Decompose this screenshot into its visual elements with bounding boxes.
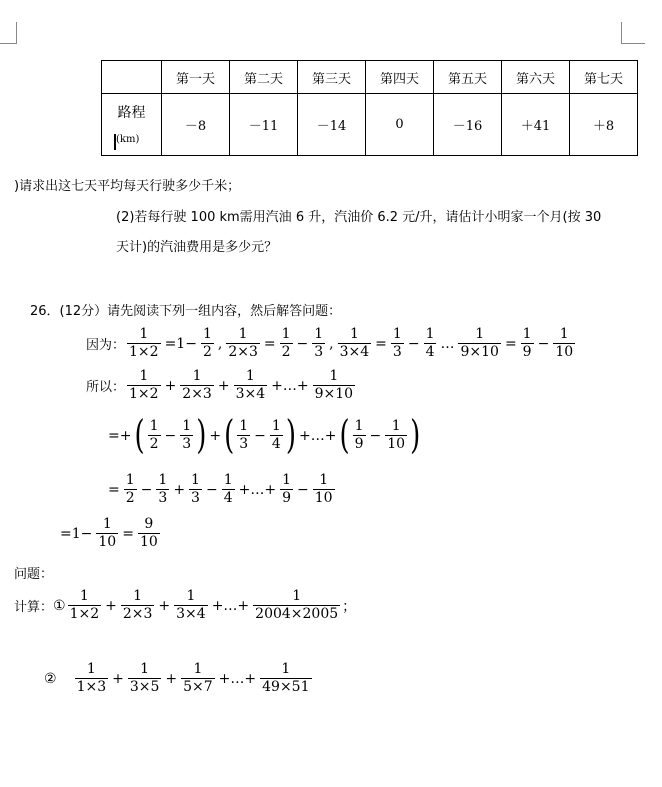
fraction: $\frac{1}{3}$ (191, 472, 200, 506)
calc-1-marker: ① (53, 597, 66, 614)
page-corner-mark (0, 43, 16, 44)
fraction: $\frac{1}{10}$ (314, 472, 333, 506)
table-header-cell: 第一天 (162, 61, 230, 94)
fraction: $\frac{1}{2\times 3}$ (182, 368, 212, 402)
table-cell: －8 (162, 94, 230, 156)
fraction: $\frac{9}{10}$ (139, 516, 158, 550)
fraction: $\frac{1}{2\times 3}$ (228, 326, 258, 360)
fraction: $\frac{1}{3}$ (239, 418, 249, 452)
table-header-cell: 第三天 (298, 61, 366, 94)
table-cell: ＋8 (570, 94, 638, 156)
trip-distance-table (101, 60, 638, 156)
page-corner-mark (621, 22, 622, 44)
row-unit-text: (km) (116, 134, 140, 145)
table-cell: －11 (230, 94, 298, 156)
fraction: $\frac{1}{49\times 51}$ (262, 661, 310, 695)
fraction: $\frac{1}{4}$ (425, 326, 435, 360)
table-corner-cell (102, 61, 162, 94)
table-cell: －16 (434, 94, 502, 156)
question-2-line-2: 天计)的汽油费用是多少元？ (116, 240, 278, 255)
fraction: $\frac{1}{2}$ (202, 326, 212, 360)
question-2-line-1: (2)若每行驶 100 km需用汽油 6 升，汽油价 6.2 元/升，请估计小明家一个月(按 30 (116, 210, 602, 225)
fraction: $\frac{1}{2\times 3}$ (122, 588, 153, 622)
fraction: $\frac{1}{4}$ (271, 418, 281, 452)
fraction: $\frac{1}{3\times 4}$ (176, 588, 206, 622)
table-header-cell: 第五天 (434, 61, 502, 94)
fraction: $\frac{1}{10}$ (555, 326, 574, 360)
result-equation: =1− $\frac{1}{10}$ = $\frac{9}{10}$ (60, 516, 158, 550)
fraction: $\frac{1}{5\times 7}$ (183, 661, 213, 695)
so-equation: 所以： $\frac{1}{1\times 2}$ + $\frac{1}{2\times 3}$ + $\frac{1}{3\times 4}$ +…+ $\frac{1}{9\times 10}$ (86, 368, 354, 402)
fraction: $\frac{1}{1\times 2}$ (69, 588, 100, 622)
calc-1-equation: 计算： ① $\frac{1}{1\times 2}$ + $\frac{1}{2\times 3}$ + $\frac{1}{3\times 4}$ +…+ $\frac{1}{2004\times 2005}$ ； (14, 588, 357, 622)
expansion-equation: =+ ( $\frac{1}{2}$ − $\frac{1}{3}$ ) + ( $\frac{1}{3}$ − $\frac{1}{4}$ ) +…+ ( $\frac{1}{9}$ − $\frac{1}{10}$ ) (108, 413, 421, 458)
fraction: $\frac{1}{3}$ (392, 326, 402, 360)
fraction: $\frac{1}{1\times 3}$ (76, 661, 107, 695)
so-label: 所以： (86, 380, 126, 395)
page-corner-mark (16, 22, 17, 44)
table-header-cell: 第六天 (502, 61, 570, 94)
calc-2-equation: ② $\frac{1}{1\times 3}$ + $\frac{1}{3\times 5}$ + $\frac{1}{5\times 7}$ +…+ $\frac{1}{49\times 51}$ (44, 661, 310, 695)
fraction: $\frac{1}{9\times 10}$ (314, 368, 354, 402)
table-row (102, 94, 638, 156)
fraction: $\frac{1}{3}$ (158, 472, 168, 506)
fraction: $\frac{1}{3\times 5}$ (129, 661, 160, 695)
table-header-cell: 第七天 (570, 61, 638, 94)
because-equation: 因为： $\frac{1}{1\times 2}$ =1− $\frac{1}{2}$ , $\frac{1}{2\times 3}$ = $\frac{1}{2}$ − $\frac{1}{3}$ , $\frac{1}{3\times 4}$ = $\frac{1}{3}$ − $\frac{1}{4}$ … $\frac{1}{9\times 10}$ = $\frac{1}{9}$ − $\frac{1}{10}$ (86, 326, 574, 360)
table-row-label (102, 94, 162, 156)
fraction: $\frac{1}{2}$ (149, 418, 159, 452)
fraction: $\frac{1}{2}$ (125, 472, 135, 506)
table-header-row (102, 61, 638, 94)
table-cell: 0 (366, 94, 434, 156)
fraction: $\frac{1}{3\times 4}$ (339, 326, 370, 360)
table-header-cell: 第四天 (366, 61, 434, 94)
fraction: $\frac{1}{3}$ (314, 326, 324, 360)
question-label: 问题： (14, 567, 54, 582)
fraction: $\frac{1}{9\times 10}$ (460, 326, 499, 360)
fraction: $\frac{1}{2004\times 2005}$ (255, 588, 339, 622)
semicolon: ； (342, 598, 357, 615)
because-label: 因为： (86, 338, 126, 353)
fraction: $\frac{1}{3}$ (182, 418, 192, 452)
fraction: $\frac{1}{1\times 2}$ (129, 326, 159, 360)
fraction: $\frac{1}{9}$ (282, 472, 292, 506)
page-corner-mark (621, 43, 645, 44)
fraction: $\frac{1}{10}$ (98, 516, 117, 550)
table-cell: ＋41 (502, 94, 570, 156)
question-1-text: )请求出这七天平均每天行驶多少千米； (14, 179, 241, 194)
problem-26-title: 26．(12分）请先阅读下列一组内容，然后解答问题： (30, 304, 342, 319)
calc-2-marker: ② (44, 670, 57, 687)
fraction: $\frac{1}{1\times 2}$ (129, 368, 159, 402)
fraction: $\frac{1}{2}$ (281, 326, 291, 360)
telescoping-equation: = $\frac{1}{2}$ − $\frac{1}{3}$ + $\frac{1}{3}$ − $\frac{1}{4}$ +…+ $\frac{1}{9}$ − $\frac{1}{10}$ (108, 472, 333, 506)
fraction: $\frac{1}{10}$ (387, 418, 406, 452)
fraction: $\frac{1}{3\times 4}$ (235, 368, 266, 402)
fraction: $\frac{1}{9}$ (522, 326, 532, 360)
table-header-cell: 第二天 (230, 61, 298, 94)
calc-label: 计算： (14, 600, 54, 615)
table-cell: －14 (298, 94, 366, 156)
fraction: $\frac{1}{4}$ (223, 472, 233, 506)
row-label-text: 路程 (117, 105, 146, 121)
fraction: $\frac{1}{9}$ (354, 418, 364, 452)
